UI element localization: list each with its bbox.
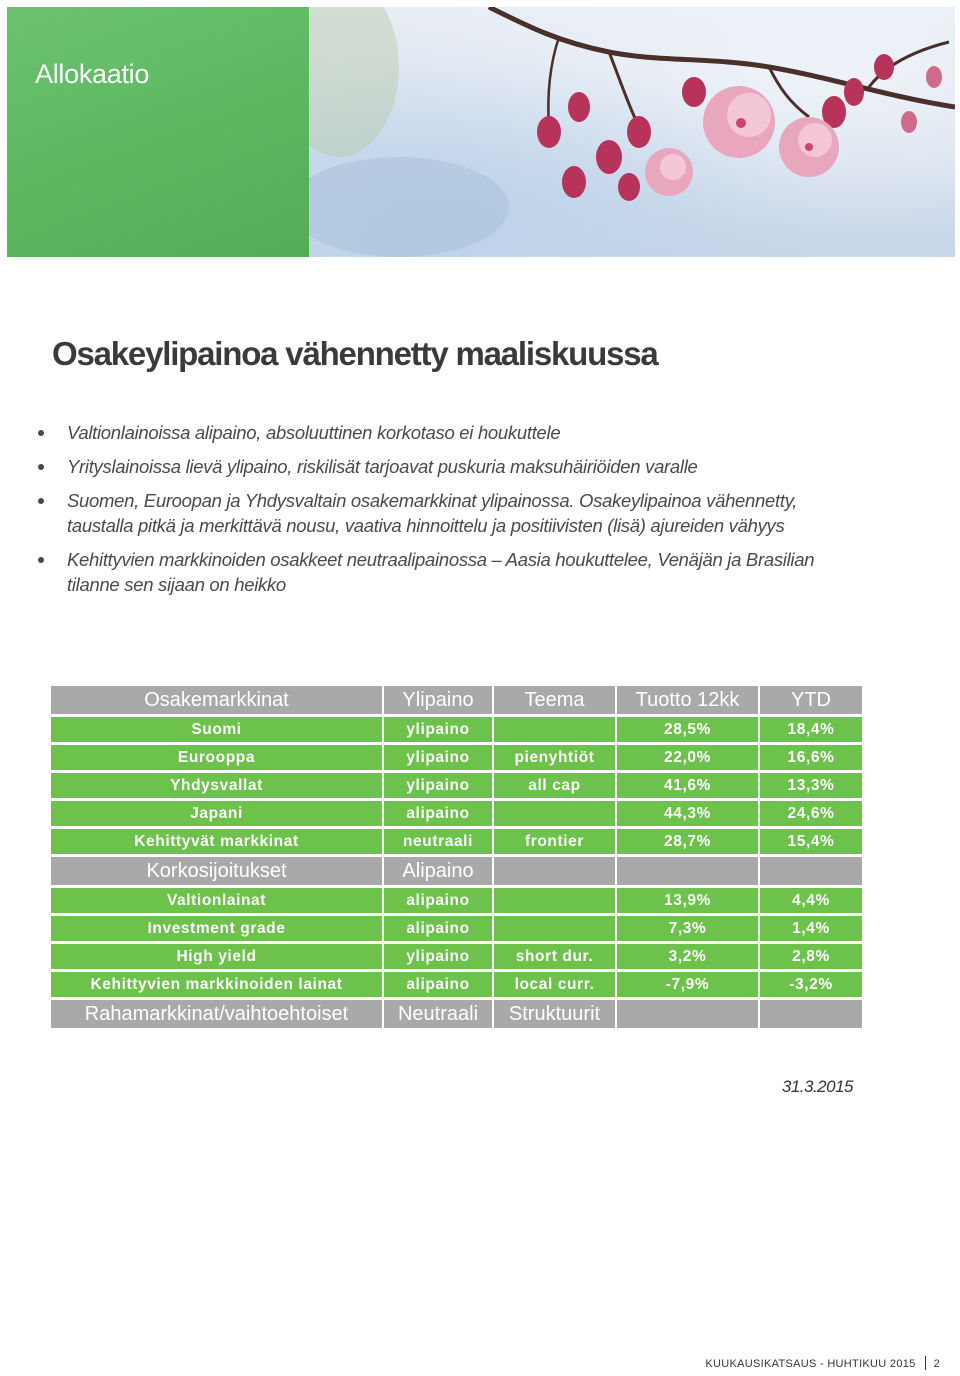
table-row <box>51 888 862 916</box>
bullet-item <box>38 454 868 479</box>
page-number: 2 <box>933 1358 940 1370</box>
table-date: 31.3.2015 <box>781 1077 853 1096</box>
table-cell: alipaino <box>384 888 494 916</box>
page-footer <box>705 1356 940 1370</box>
table-cell: 13,9% <box>617 888 760 916</box>
table-cell: ylipaino <box>384 773 494 801</box>
bullet-text: Yrityslainoissa lievä ylipaino, riskilisät tarjoavat puskuria maksuhäiriöiden varalle <box>67 456 698 477</box>
table-row <box>51 944 862 972</box>
bullet-item <box>38 547 868 597</box>
table-row <box>51 745 862 773</box>
table-cell <box>494 717 617 745</box>
table-cell: Japani <box>51 801 384 829</box>
table-cell: 3,2% <box>617 944 760 972</box>
table-header-cell: Korkosijoitukset <box>51 857 384 888</box>
cherry-blossom-photo <box>309 7 955 257</box>
table-cell: 1,4% <box>760 916 862 944</box>
table-header-cell <box>617 1000 760 1031</box>
header-banner <box>7 7 955 257</box>
table-cell: Eurooppa <box>51 745 384 773</box>
table-cell: High yield <box>51 944 384 972</box>
table-cell: short dur. <box>494 944 617 972</box>
allocation-table <box>51 686 862 1031</box>
table-cell <box>494 801 617 829</box>
bullet-list <box>38 420 868 606</box>
table-header-cell: Alipaino <box>384 857 494 888</box>
table-cell: Kehittyvien markkinoiden lainat <box>51 972 384 1000</box>
bullet-icon <box>38 498 44 504</box>
table-header-cell: Tuotto 12kk <box>617 686 760 717</box>
table-cell: 4,4% <box>760 888 862 916</box>
table-header-cell: Rahamarkkinat/vaihtoehtoiset <box>51 1000 384 1031</box>
table-cell: local curr. <box>494 972 617 1000</box>
table-header-cell <box>760 1000 862 1031</box>
section-title: Allokaatio <box>35 59 150 89</box>
table-section-header <box>51 857 862 888</box>
bullet-text: Valtionlainoissa alipaino, absoluuttinen korkotaso ei houkuttele <box>67 422 561 443</box>
bullet-text: Kehittyvien markkinoiden osakkeet neutraalipainossa – Aasia houkuttelee, Venäjän ja Brasilian tilanne sen sijaan on heikko <box>67 549 815 595</box>
table-cell <box>494 916 617 944</box>
table-cell: 28,5% <box>617 717 760 745</box>
bullet-item <box>38 488 868 538</box>
table-cell: 22,0% <box>617 745 760 773</box>
table-cell: all cap <box>494 773 617 801</box>
table-cell: -3,2% <box>760 972 862 1000</box>
table-header-cell: Neutraali <box>384 1000 494 1031</box>
section-title-block <box>7 7 309 257</box>
table-cell: 15,4% <box>760 829 862 857</box>
table-cell: 16,6% <box>760 745 862 773</box>
table-cell: pienyhtiöt <box>494 745 617 773</box>
footer-divider <box>925 1356 926 1370</box>
table-cell: neutraali <box>384 829 494 857</box>
table-cell: Kehittyvät markkinat <box>51 829 384 857</box>
table-section-header <box>51 686 862 717</box>
table-cell: 2,8% <box>760 944 862 972</box>
table-header-cell: Osakemarkkinat <box>51 686 384 717</box>
table-cell: Valtionlainat <box>51 888 384 916</box>
table-cell: 7,3% <box>617 916 760 944</box>
publication-label: KUUKAUSIKATSAUS - HUHTIKUU 2015 <box>705 1358 916 1370</box>
table-cell: 44,3% <box>617 801 760 829</box>
table-cell: 13,3% <box>760 773 862 801</box>
table-cell: Yhdysvallat <box>51 773 384 801</box>
table-cell: 24,6% <box>760 801 862 829</box>
bullet-text: Suomen, Euroopan ja Yhdysvaltain osakemarkkinat ylipainossa. Osakeylipainoa vähennetty, taustalla pitkä ja merkittävä nousu, vaativa hinnoittelu ja positiivisten (lisä) ajureiden vähyys <box>67 490 798 536</box>
table-cell: Investment grade <box>51 916 384 944</box>
table-header-cell <box>617 857 760 888</box>
table-row <box>51 972 862 1000</box>
table-header-cell: YTD <box>760 686 862 717</box>
table-cell: alipaino <box>384 801 494 829</box>
table-cell <box>494 888 617 916</box>
table-cell: alipaino <box>384 972 494 1000</box>
table-cell: frontier <box>494 829 617 857</box>
table-cell: ylipaino <box>384 944 494 972</box>
table-cell: alipaino <box>384 916 494 944</box>
table-row <box>51 801 862 829</box>
bullet-icon <box>38 430 44 436</box>
table-cell: -7,9% <box>617 972 760 1000</box>
table-header-cell <box>494 857 617 888</box>
table-header-cell: Ylipaino <box>384 686 494 717</box>
table-row <box>51 916 862 944</box>
table-cell: 28,7% <box>617 829 760 857</box>
table-row <box>51 717 862 745</box>
table-cell: 41,6% <box>617 773 760 801</box>
bullet-item <box>38 420 868 445</box>
table-row <box>51 829 862 857</box>
table-cell: 18,4% <box>760 717 862 745</box>
table-cell: Suomi <box>51 717 384 745</box>
table-cell: ylipaino <box>384 717 494 745</box>
bullet-icon <box>38 557 44 563</box>
table-cell: ylipaino <box>384 745 494 773</box>
table-header-cell <box>760 857 862 888</box>
table-header-cell: Struktuurit <box>494 1000 617 1031</box>
table-row <box>51 773 862 801</box>
table-header-cell: Teema <box>494 686 617 717</box>
table-section-header <box>51 1000 862 1031</box>
bullet-icon <box>38 464 44 470</box>
page-heading: Osakeylipainoa vähennetty maaliskuussa <box>52 335 658 372</box>
